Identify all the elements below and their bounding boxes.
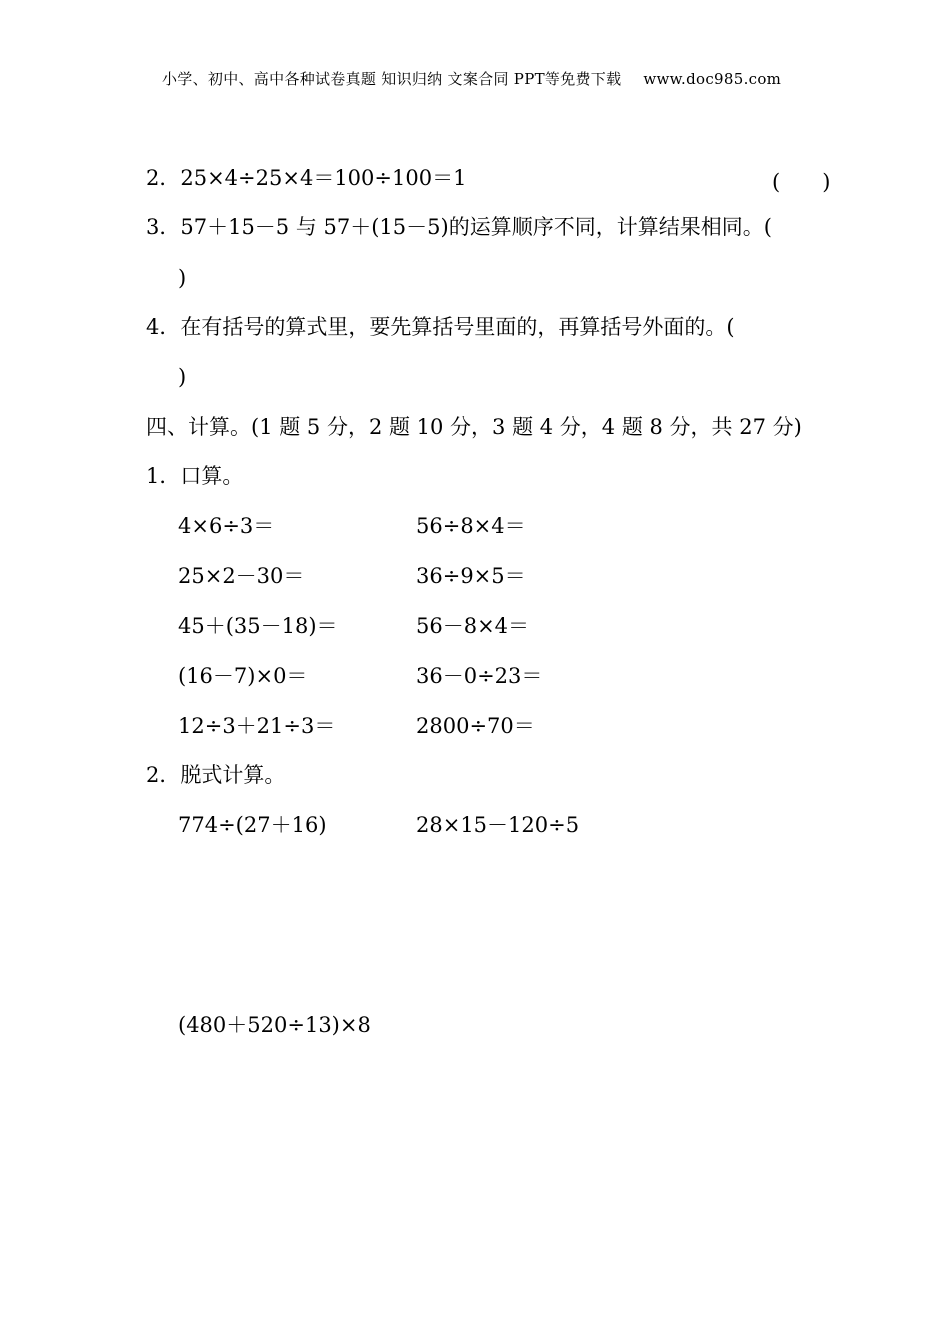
header-site: www.doc985.com bbox=[643, 70, 782, 88]
question-4: 4．在有括号的算式里，要先算括号里面的，再算括号外面的。( bbox=[146, 315, 735, 339]
oral-calc-4-right: 36－0÷23＝ bbox=[416, 664, 543, 688]
oral-calc-4-left: (16－7)×0＝ bbox=[178, 664, 308, 688]
part-2-title: 2．脱式计算。 bbox=[146, 763, 286, 787]
stepwise-calc-1: 774÷(27＋16) bbox=[178, 813, 327, 837]
section-4-title: 四、计算。(1 题 5 分，2 题 10 分，3 题 4 分，4 题 8 分，共 27 分) bbox=[146, 415, 802, 439]
oral-calc-5-right: 2800÷70＝ bbox=[416, 714, 535, 738]
question-2: 2．25×4÷25×4＝100÷100＝1 bbox=[146, 166, 467, 190]
oral-calc-2-right: 36÷9×5＝ bbox=[416, 564, 526, 588]
question-3-close-paren: ) bbox=[178, 266, 187, 290]
stepwise-calc-2: 28×15－120÷5 bbox=[416, 813, 580, 837]
question-2-answer-paren: ( ) bbox=[772, 170, 831, 194]
question-3: 3．57＋15－5 与 57＋(15－5)的运算顺序不同，计算结果相同。( bbox=[146, 215, 772, 239]
part-1-title: 1．口算。 bbox=[146, 464, 244, 488]
stepwise-calc-3: (480＋520÷13)×8 bbox=[178, 1013, 371, 1037]
oral-calc-3-left: 45＋(35－18)＝ bbox=[178, 614, 338, 638]
question-4-close-paren: ) bbox=[178, 365, 187, 389]
oral-calc-1-right: 56÷8×4＝ bbox=[416, 514, 526, 538]
oral-calc-1-left: 4×6÷3＝ bbox=[178, 514, 275, 538]
oral-calc-5-left: 12÷3＋21÷3＝ bbox=[178, 714, 336, 738]
page-header bbox=[162, 68, 781, 89]
oral-calc-2-left: 25×2－30＝ bbox=[178, 564, 305, 588]
oral-calc-3-right: 56－8×4＝ bbox=[416, 614, 530, 638]
header-text: 小学、初中、高中各种试卷真题 知识归纳 文案合同 PPT等免费下载 bbox=[162, 70, 622, 88]
